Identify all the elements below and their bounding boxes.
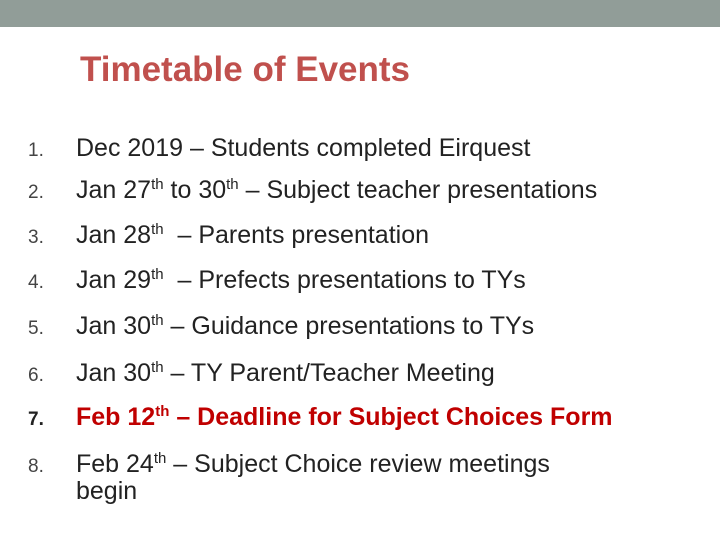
item-text: Jan 27th to 30th – Subject teacher presentations	[76, 176, 598, 204]
item-number: 8.	[28, 456, 44, 477]
item-number: 5.	[28, 318, 44, 339]
item-text: Jan 30th – TY Parent/Teacher Meeting	[76, 359, 495, 387]
item-text: Dec 2019 – Students completed Eirquest	[76, 134, 531, 162]
item-number: 1.	[28, 140, 44, 161]
item-text: Feb 24th – Subject Choice review meetings begin	[76, 450, 550, 505]
slide-title: Timetable of Events	[80, 50, 411, 89]
item-text: Jan 30th – Guidance presentations to TYs	[76, 312, 535, 340]
top-bar	[0, 0, 720, 27]
item-text: Jan 29th – Prefects presentations to TYs	[76, 266, 526, 294]
item-text: Feb 12th – Deadline for Subject Choices Form	[76, 403, 613, 431]
item-number: 6.	[28, 365, 44, 386]
item-number: 4.	[28, 272, 44, 293]
item-text: Jan 28th – Parents presentation	[76, 221, 430, 249]
item-number: 2.	[28, 182, 44, 203]
item-number: 7.	[28, 409, 44, 430]
item-number: 3.	[28, 227, 44, 248]
